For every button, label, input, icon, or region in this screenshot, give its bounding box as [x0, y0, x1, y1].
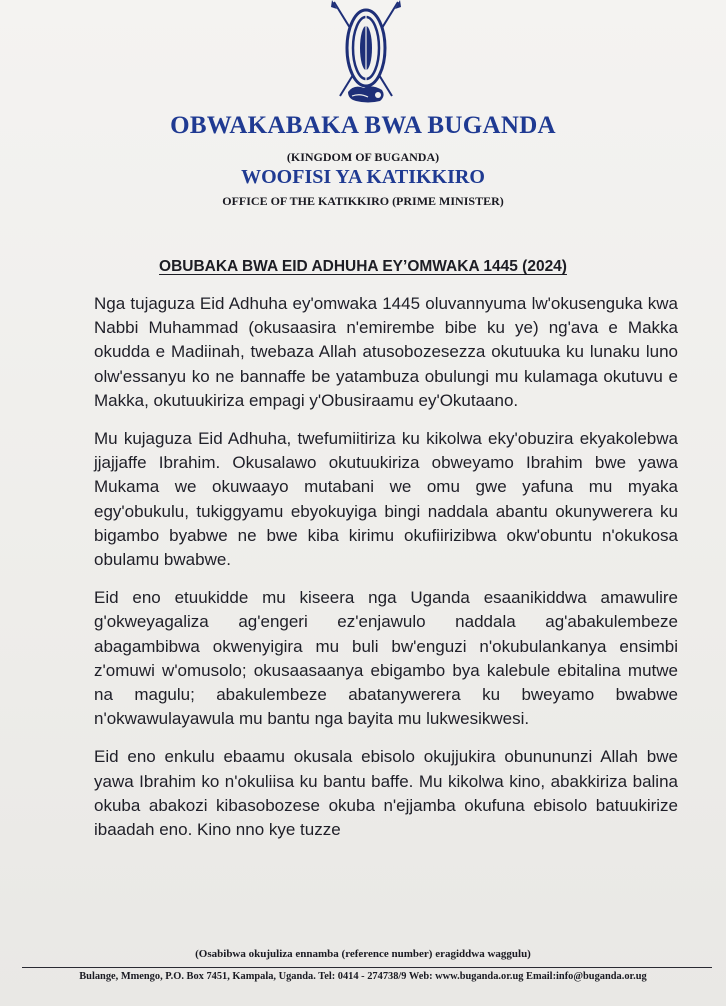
- footer-address: Bulange, Mmengo, P.O. Box 7451, Kampala, Uganda. Tel: 0414 - 274738/9 Web: www.buganda.or.ug Email:info@buganda.or.ug: [79, 971, 647, 982]
- document-title: OBUBAKA BWA EID ADHUHA EY’OMWAKA 1445 (2024): [159, 258, 567, 275]
- footer-divider: [22, 967, 712, 968]
- kingdom-title: OBWAKABAKA BWA BUGANDA: [170, 112, 556, 139]
- body-paragraph-2: Mu kujaguza Eid Adhuha, twefumiitiriza ku kikolwa eky'obuzira ekyakolebwa jjajjaffe Ibrahim. Okusalawo okutuukiriza obweyamo Ibrahim bwe yawa Mukama we okuwaayo mutabani we omu gwe yafuna mu myaka egy'obukulu, tukiggyamu ebyokuyiga bingi naddala abantu okunywerera ku bigambo byabwe ne bwe kiba kirimu okufiirizibwa okw'obuntu n'okukosa obulamu bwabwe.: [94, 429, 678, 570]
- reference-note: (Osabibwa okujuliza ennamba (reference number) eragiddwa waggulu): [195, 948, 531, 960]
- buganda-emblem-icon: [328, 0, 404, 110]
- document-body: [94, 292, 678, 841]
- kingdom-english-subtitle: (KINGDOM OF BUGANDA): [286, 150, 440, 164]
- body-paragraph-4: Eid eno enkulu ebaamu okusala ebisolo okujjukira obunununzi Allah bwe yawa Ibrahim ko n'okuliisa ku bantu baffe. Mu kikolwa kino, abakkiriza balina okuba abakozi kibasobozese okuba n'ejjamba okufuna ebisolo batuukirize ibaadah eno. Kino nno kye tuzze: [94, 747, 678, 840]
- body-paragraph-1: Nga tujaguza Eid Adhuha ey'omwaka 1445 oluvannyuma lw'okusenguka kwa Nabbi Muhammad (okusaasira n'emirembe bibe ku ye) ng'ava e Makka okudda e Madiinah, twebaza Allah atusobozesezza okutuuka ku lunaku luno olw'essanyu ko ne bannaffe be yatambuza obulungi mu kulamaga okutuvu e Makka, okutuukiriza empagi y'Obusiraamu ey'Okutaano.: [94, 294, 678, 410]
- office-title: WOOFISI YA KATIKKIRO: [241, 166, 485, 188]
- body-paragraph-3: Eid eno etuukidde mu kiseera nga Uganda esaanikiddwa amawulire g'okweyagaliza ag'engeri ez'enjawulo naddala ag'abakulembeze abagambibwa okwenyigira mu buli bw'enguzi n'okubulankanya ensimbi z'omuwi w'omusolo; okusaasaanya ebigambo bya kalebule ebitalina mutwe na magulu; abakulembeze abatanywerera ku bweyamo bwabwe n'okwawulayawula mu bantu nga bayita mu lukwesikwesi.: [94, 588, 678, 729]
- document-title-container: [0, 258, 726, 276]
- office-english-subtitle: OFFICE OF THE KATIKKIRO (PRIME MINISTER): [222, 194, 504, 208]
